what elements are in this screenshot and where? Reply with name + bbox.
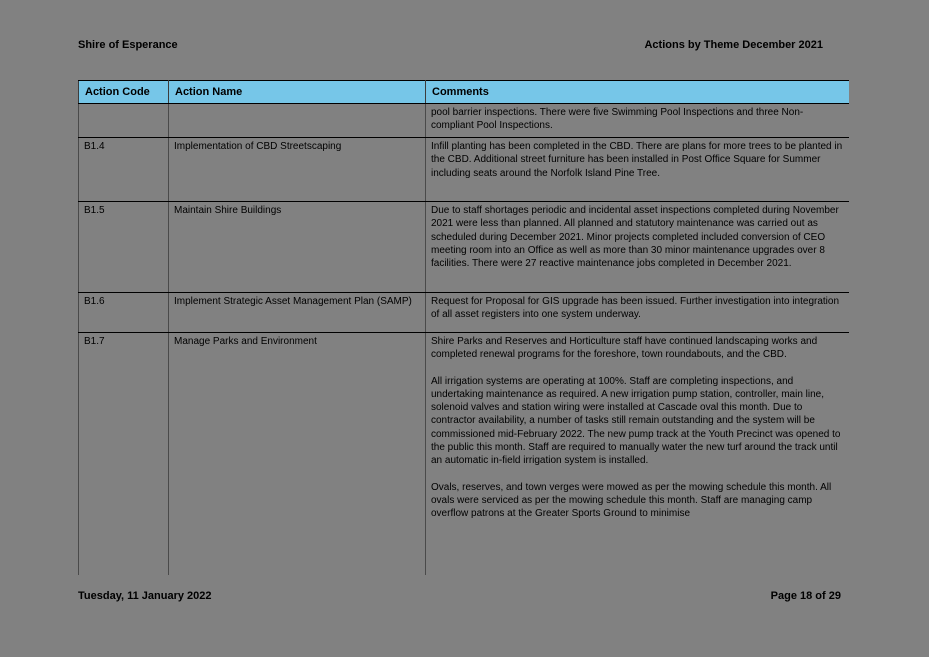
action-code-cell (79, 104, 169, 138)
report-subtitle: Actions by Theme December 2021 (644, 39, 823, 51)
actions-table (78, 80, 849, 575)
comment-paragraph: Due to staff shortages periodic and incidental asset inspections completed during November 2021 were less than planned. All planned and statutory maintenance was carried out as scheduled during December 2021. Minor projects completed included conversion of CEO meeting room into an Office as well as more than 30 minor maintenance upgrades over 8 facilities. There were 27 reactive maintenance jobs completed in December 2021. (431, 205, 839, 270)
column-header-action-code: Action Code (79, 81, 169, 104)
page-number: Page 18 of 29 (770, 590, 841, 602)
table-row (79, 138, 850, 202)
comments-cell (426, 293, 850, 333)
action-code-cell: B1.5 (79, 202, 169, 293)
table-row (79, 293, 850, 333)
action-name-cell: Maintain Shire Buildings (169, 202, 426, 293)
column-header-action-name: Action Name (169, 81, 426, 104)
action-code-cell: B1.7 (79, 333, 169, 576)
action-name-cell (169, 104, 426, 138)
comments-cell (426, 138, 850, 202)
comment-paragraph: Shire Parks and Reserves and Horticulture staff have continued landscaping works and completed renewal programs for the foreshore, town roundabouts, and the CBD. (431, 336, 818, 361)
comment-paragraph: All irrigation systems are operating at 100%. Staff are completing inspections, and undertaking maintenance as required. A new irrigation pump station, controller, main line, solenoid valves and station wiring were installed at Cascade oval this month. Due to contractor availability, a number of tasks still remain outstanding and the system will be commissioned mid-February 2022. The new pump track at the Youth Precinct was opened to the public this month. Staff are required to manually water the new turf around the track until an automatic in-field irrigation system is installed. (431, 375, 841, 467)
action-name-cell: Implement Strategic Asset Management Plan (SAMP) (169, 293, 426, 333)
action-name-cell: Manage Parks and Environment (169, 333, 426, 576)
action-code-cell: B1.6 (79, 293, 169, 333)
comment-paragraph: Ovals, reserves, and town verges were mowed as per the mowing schedule this month. All ovals were serviced as per the mowing schedule this month. Staff are managing camp overflow patrons at the Greater Sports Ground to minimise (431, 481, 832, 520)
action-code-cell: B1.4 (79, 138, 169, 202)
report-date: Tuesday, 11 January 2022 (78, 590, 212, 602)
column-header-comments: Comments (426, 81, 850, 104)
table-header-row (79, 81, 850, 104)
comments-cell (426, 202, 850, 293)
comments-cell (426, 333, 850, 576)
table-row (79, 104, 850, 138)
table-row (79, 333, 850, 576)
comment-paragraph: pool barrier inspections. There were five Swimming Pool Inspections and three Non-compliant Pool Inspections. (431, 107, 804, 132)
action-name-cell: Implementation of CBD Streetscaping (169, 138, 426, 202)
comment-paragraph: Request for Proposal for GIS upgrade has been issued. Further investigation into integration of all asset registers into one system underway. (431, 296, 840, 321)
report-title: Shire of Esperance (78, 39, 178, 51)
comments-cell (426, 104, 850, 138)
table-row (79, 202, 850, 293)
report-table-viewport (78, 80, 849, 575)
comment-paragraph: Infill planting has been completed in the CBD. There are plans for more trees to be planted in the CBD. Additional street furniture has been installed in Post Office Square for Summer including seats around the Norfolk Island Pine Tree. (431, 141, 843, 179)
